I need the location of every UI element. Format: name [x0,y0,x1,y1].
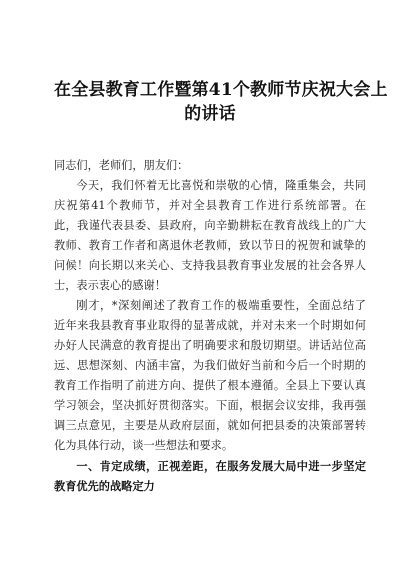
paragraph-line: 调三点意见，主要是从政府层面，就如何把县委的决策部署转 [54,419,366,432]
paragraph-line: 此，我谨代表县委、县政府，向辛勤耕耘在教育战线上的广大 [54,219,366,232]
paragraph-line: 化为具体行动，谈一些想法和要求。 [54,439,234,452]
paragraph-line: 刚才，*深刻阐述了教育工作的极端重要性，全面总结了 [76,299,366,312]
paragraph-line: 远、思想深刻、内涵丰富，为我们做好当前和今后一个时期的 [54,359,366,372]
section-heading-line: 教育优先的战略定力 [54,479,155,493]
paragraph-line: 士，表示衷心的感谢！ [54,279,166,292]
paragraph-remarks [54,296,366,456]
paragraph-opening [54,176,366,296]
paragraph-line: 办好人民满意的教育提出了明确要求和殷切期望。讲话站位高 [54,339,366,352]
document-body [54,156,366,496]
paragraph-line: 教师、教育工作者和离退休老教师，致以节日的祝贺和诚挚的 [54,239,366,252]
paragraph-line: 今天，我们怀着无比喜悦和崇敬的心情，隆重集会，共同 [76,179,366,192]
paragraph-line: 近年来我县教育事业取得的显著成就，并对未来一个时期如何 [54,319,366,332]
paragraph-line: 教育工作指明了前进方向、提供了根本遵循。全县上下要认真 [54,379,366,392]
salutation: 同志们，老师们，朋友们： [54,159,189,172]
paragraph-line: 问候！向长期以来关心、支持我县教育事业发展的社会各界人 [54,259,366,272]
section-heading [54,456,366,496]
section-heading-line: 一、肯定成绩，正视差距，在服务发展大局中进一步坚定 [76,459,366,473]
paragraph-line: 庆祝第41个教师节，并对全县教育工作进行系统部署。在 [54,199,366,212]
title-line-2: 的讲话 [184,104,236,124]
title-line-1: 在全县教育工作暨第41个教师节庆祝大会上 [54,80,388,100]
paragraph-line: 学习领会，坚决抓好贯彻落实。下面，根据会议安排，我再强 [54,399,366,412]
document-title [54,78,388,126]
